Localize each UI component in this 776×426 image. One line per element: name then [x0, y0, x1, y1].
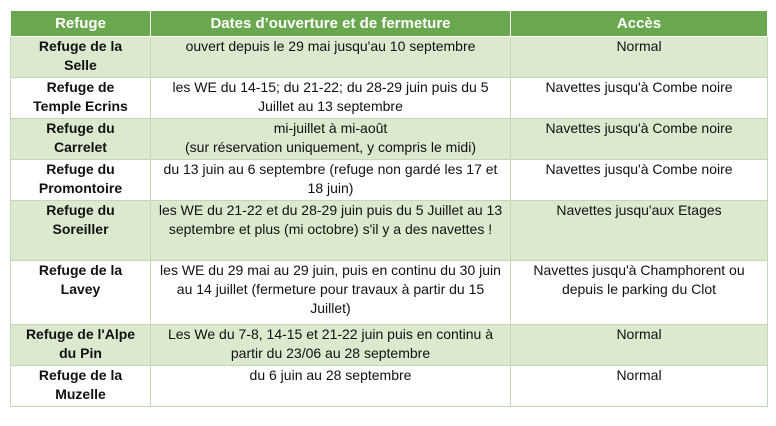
table-row	[11, 261, 768, 325]
refuge-name: Refuge du Soreiller	[11, 201, 151, 261]
header-dates: Dates d’ouverture et de fermeture	[151, 11, 511, 37]
table-row	[11, 201, 768, 261]
header-refuge: Refuge	[11, 11, 151, 37]
table-row	[11, 366, 768, 407]
refuge-access: Normal	[511, 325, 768, 366]
header-acces: Accès	[511, 11, 768, 37]
refuge-access: Navettes jusqu'à Combe noire	[511, 119, 768, 160]
refuge-dates: Les We du 7-8, 14-15 et 21-22 juin puis en continu à partir du 23/06 au 28 septembre	[151, 325, 511, 366]
refuge-name: Refuge de la Selle	[11, 37, 151, 78]
refuge-name: Refuge du Promontoire	[11, 160, 151, 201]
refuge-dates: les WE du 21-22 et du 28-29 juin puis du 5 Juillet au 13 septembre et plus (mi octobre) s'il y a des navettes !	[151, 201, 511, 261]
refuge-dates: du 6 juin au 28 septembre	[151, 366, 511, 407]
refuge-access: Navettes jusqu'à Combe noire	[511, 160, 768, 201]
header-row	[11, 11, 768, 37]
refuge-name: Refuge de Temple Ecrins	[11, 78, 151, 119]
refuge-name: Refuge de l'Alpe du Pin	[11, 325, 151, 366]
table-row	[11, 160, 768, 201]
refuge-name: Refuge du Carrelet	[11, 119, 151, 160]
refuge-access: Navettes jusqu'à Champhorent ou depuis le parking du Clot	[511, 261, 768, 325]
refuge-access: Normal	[511, 366, 768, 407]
refuge-dates: du 13 juin au 6 septembre (refuge non gardé les 17 et 18 juin)	[151, 160, 511, 201]
refuge-dates: ouvert depuis le 29 mai jusqu'au 10 septembre	[151, 37, 511, 78]
table-row	[11, 119, 768, 160]
refuge-access: Navettes jusqu'aux Etages	[511, 201, 768, 261]
table-row	[11, 78, 768, 119]
refuges-table	[10, 10, 768, 407]
refuge-name: Refuge de la Muzelle	[11, 366, 151, 407]
refuge-name: Refuge de la Lavey	[11, 261, 151, 325]
table-row	[11, 37, 768, 78]
refuge-dates: les WE du 29 mai au 29 juin, puis en continu du 30 juin au 14 juillet (fermeture pour travaux à partir du 15 Juillet)	[151, 261, 511, 325]
refuge-access: Navettes jusqu'à Combe noire	[511, 78, 768, 119]
table-row	[11, 325, 768, 366]
refuge-access: Normal	[511, 37, 768, 78]
refuge-dates: les WE du 14-15; du 21-22; du 28-29 juin puis du 5 Juillet au 13 septembre	[151, 78, 511, 119]
refuge-dates: mi-juillet à mi-août (sur réservation uniquement, y compris le midi)	[151, 119, 511, 160]
